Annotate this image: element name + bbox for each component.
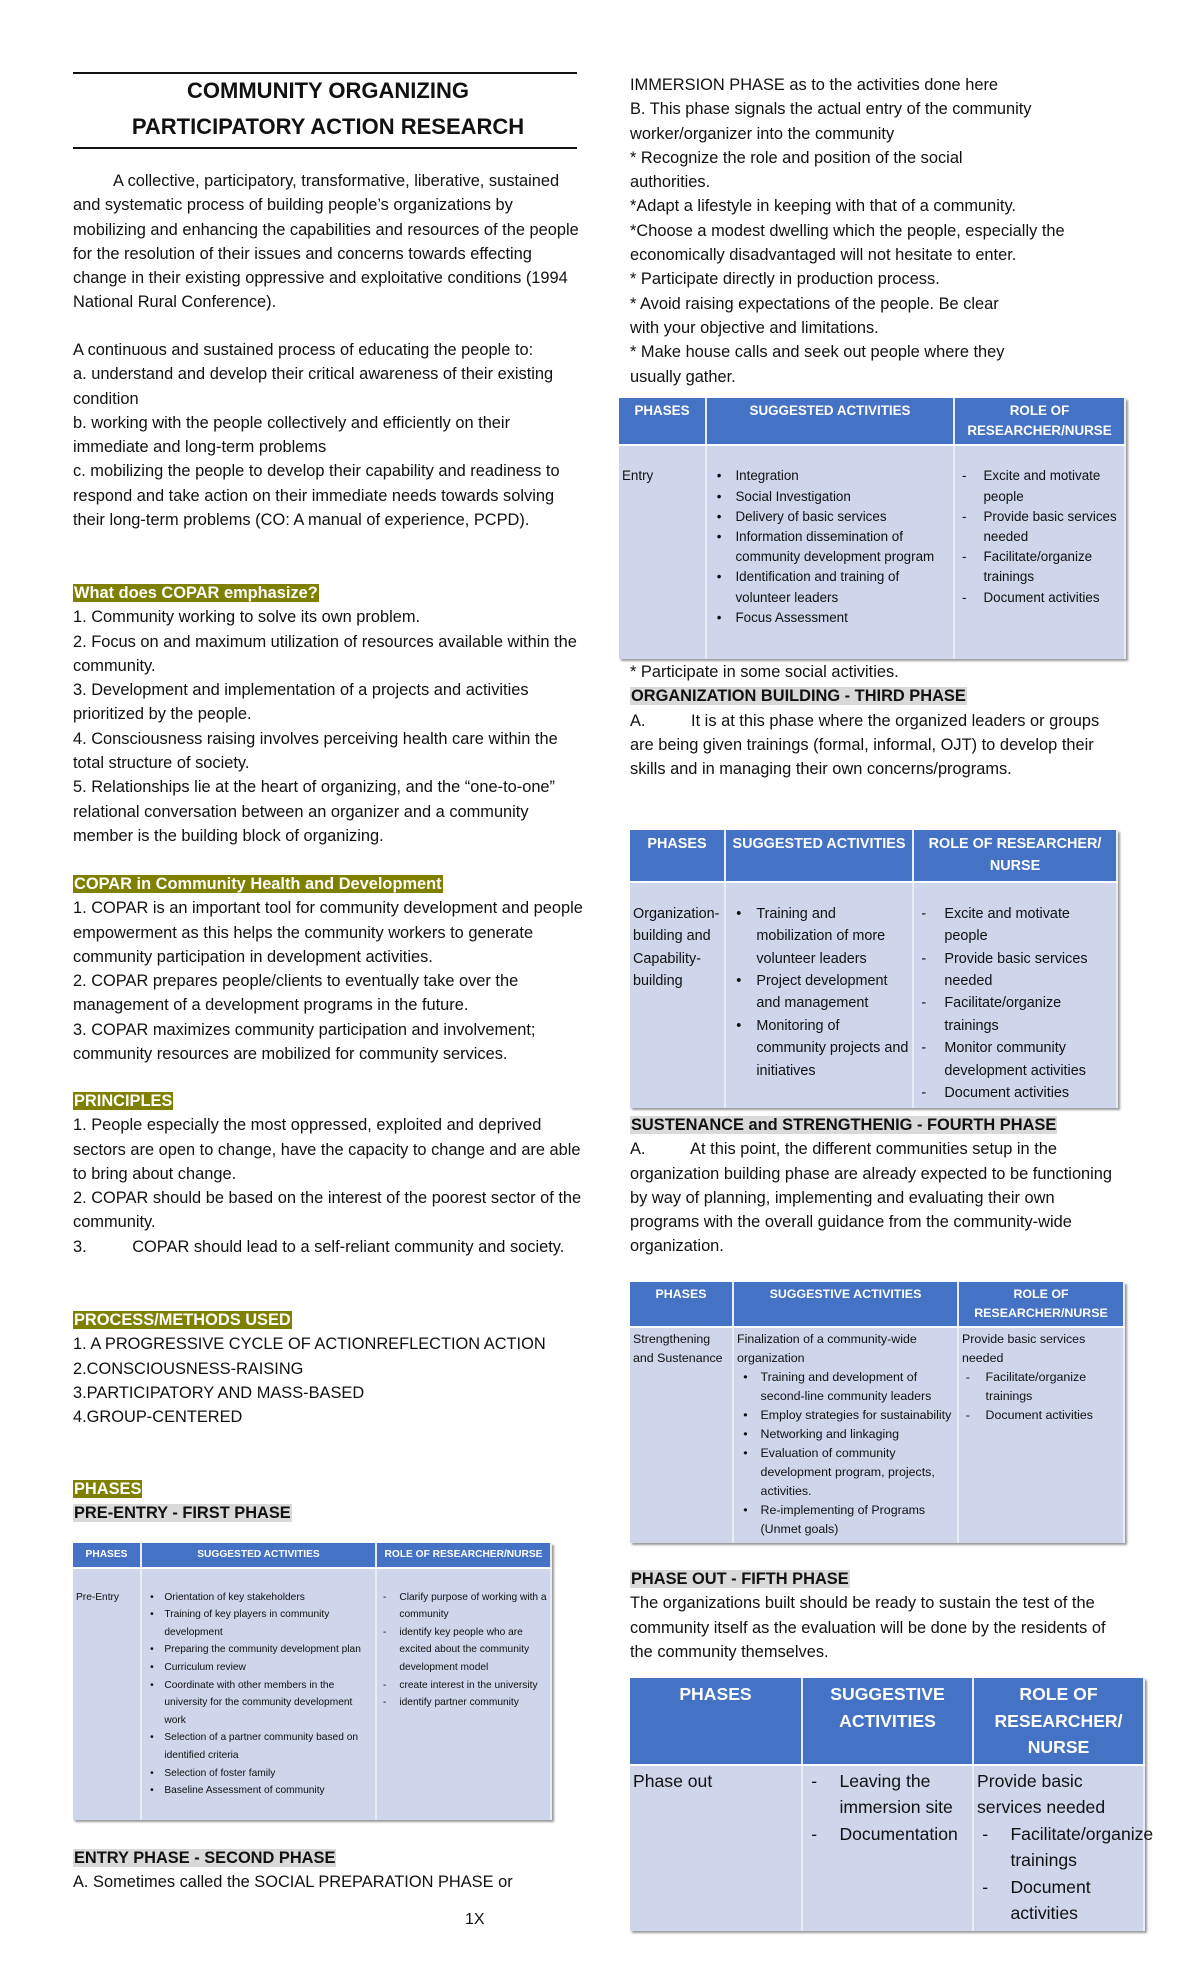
role-item-list <box>958 466 1121 607</box>
phase-cell: Organization-building and Capability-building <box>630 882 725 1109</box>
phase-out-table <box>630 1678 1154 1931</box>
activity-item: • Coordinate with other members in the university for the community development work <box>145 1677 372 1730</box>
role-item: - Document activities <box>917 1082 1113 1104</box>
list-item: 3. COPAR maximizes community participation and involvement; community resources are mobilized for community services. <box>73 1020 536 1064</box>
role-item-list <box>977 1821 1154 1927</box>
activity-item: • Baseline Assessment of community <box>145 1782 372 1800</box>
activities-cell <box>706 445 954 659</box>
activity-item-list <box>737 1368 954 1539</box>
phase-heading: PRE-ENTRY - FIRST PHASE <box>74 1504 291 1523</box>
list-item: 2. Focus on and maximum utilization of resources available within the community. <box>73 632 577 675</box>
role-item: - Provide basic services needed <box>917 948 1113 993</box>
process-section <box>73 1308 588 1429</box>
activities-cell <box>733 1327 958 1543</box>
column-header: ROLE OF RESEARCHER/NURSE <box>376 1543 551 1568</box>
text-line: IMMERSION PHASE as to the activities done here <box>630 76 999 94</box>
text-line: A. It is at this phase where the organized leaders or groups are being given trainings (formal, informal, OJT) to develop their skills and in managing their own concerns/programs. <box>630 711 1104 779</box>
list-item: 3. COPAR should lead to a self-reliant community and society. <box>73 1237 565 1256</box>
column-header: SUGGESTIVE ACTIVITIES <box>802 1678 973 1765</box>
text-line: The organizations built should be ready to sustain the test of the community itself as the evaluation will be done by the residents of the community themselves. <box>630 1594 1106 1661</box>
principles-section <box>73 1089 588 1259</box>
entry-text-section <box>630 73 1124 389</box>
title-line-2: PARTICIPATORY ACTION RESEARCH <box>131 114 525 139</box>
column-header: PHASES <box>630 830 725 882</box>
roles-cell <box>954 445 1125 659</box>
list-item: 5. Relationships lie at the heart of organizing, and the “one-to-one” relational conversation between an organizer and a community member is the building block of organizing. <box>73 778 556 845</box>
phase-heading: ORGANIZATION BUILDING - THIRD PHASE <box>631 687 966 706</box>
list-item: 2. COPAR should be based on the interest of the poorest sector of the community. <box>73 1189 582 1232</box>
entry-phase-section <box>73 1846 588 1895</box>
table-row <box>630 882 1117 1109</box>
intro-paragraph <box>73 169 585 315</box>
text-line: * Make house calls and seek out people where they usually gather. <box>630 343 1005 386</box>
activity-item: • Identification and training of volunteer leaders <box>710 567 950 607</box>
section-heading: What does COPAR emphasize? <box>74 584 318 602</box>
role-item: - Monitor community development activities <box>917 1037 1113 1082</box>
text-line: * Recognize the role and position of the social authorities. <box>630 148 963 192</box>
text-line: a. understand and develop their critical awareness of their existing condition <box>73 365 554 408</box>
activities-intro: Finalization of a community-wide organization <box>737 1332 917 1365</box>
table-header-row <box>630 1678 1144 1765</box>
title-rule-bottom <box>73 147 577 149</box>
role-item: - identify key people who are excited about the community development model <box>380 1624 547 1677</box>
column-header: SUGGESTED ACTIVITIES <box>706 398 954 445</box>
phases-section <box>73 1477 588 1526</box>
text-line: *Adapt a lifestyle in keeping with that of a community. <box>630 197 1016 216</box>
column-header: ROLE OF RESEARCHER/NURSE <box>954 398 1125 445</box>
pre-entry-table <box>73 1543 552 1820</box>
role-item: - identify partner community <box>380 1694 547 1712</box>
list-item: 2. COPAR prepares people/clients to eventually take over the management of a development programs in the future. <box>73 972 519 1015</box>
activity-item: • Curriculum review <box>145 1659 372 1677</box>
page-title <box>73 73 583 145</box>
column-header: ROLE OF RESEARCHER/NURSE <box>958 1282 1124 1327</box>
phase-heading: ENTRY PHASE - SECOND PHASE <box>74 1849 336 1867</box>
phase-cell: Pre-Entry <box>73 1568 141 1820</box>
phase-out-section <box>630 1567 1124 1664</box>
activity-item: • Orientation of key stakeholders <box>145 1589 372 1607</box>
list-item: 1. Community working to solve its own problem. <box>73 608 421 627</box>
activity-item: • Project development and management <box>729 970 909 1015</box>
column-header: PHASES <box>73 1543 141 1568</box>
role-item: - Facilitate/organize trainings <box>958 547 1121 587</box>
activity-item: • Selection of a partner community based on identified criteria <box>145 1729 372 1764</box>
section-heading: PRINCIPLES <box>74 1092 173 1110</box>
phase-heading: PHASE OUT - FIFTH PHASE <box>631 1570 849 1588</box>
activity-item: • Training and mobilization of more volunteer leaders <box>729 903 909 970</box>
table-row <box>630 1765 1144 1931</box>
list-item: 1. People especially the most oppressed, exploited and deprived sectors are open to change, have the capacity to change and are able to bring about change. <box>73 1116 581 1183</box>
text-line: A continuous and sustained process of educating the people to: <box>73 341 534 359</box>
activity-item: • Training and development of second-line community leaders <box>737 1368 954 1406</box>
phase-heading: SUSTENANCE and STRENGTHENIG - FOURTH PHASE <box>631 1116 1057 1134</box>
text-line: * Participate in some social activities. <box>630 663 899 681</box>
list-item: 3.PARTICIPATORY AND MASS-BASED <box>73 1383 365 1402</box>
table-row <box>630 1327 1124 1543</box>
sustenance-section <box>630 1113 1124 1259</box>
table-header-row <box>619 398 1125 445</box>
column-header: PHASES <box>630 1678 802 1765</box>
phase-cell: Phase out <box>630 1765 802 1931</box>
activity-item: • Employ strategies for sustainability <box>737 1406 954 1425</box>
activities-cell <box>802 1765 973 1931</box>
section-heading: COPAR in Community Health and Development <box>74 875 442 893</box>
phase-cell: Strengthening and Sustenance <box>630 1327 733 1543</box>
activity-item: • Social Investigation <box>710 487 950 507</box>
phase-cell: Entry <box>619 445 706 659</box>
role-item-list <box>380 1589 547 1712</box>
list-item: 3. Development and implementation of a projects and activities prioritized by the people. <box>73 681 529 724</box>
roles-intro: Provide basic services needed <box>962 1332 1086 1365</box>
emphasize-section <box>73 581 588 848</box>
role-item: - Facilitate/organize trainings <box>917 992 1113 1037</box>
intro-text: A collective, participatory, transformative, liberative, sustained and systematic process of building people’s organizations by mobilizing and enhancing the capabilities and resources of the people for the resolution of their issues and concerns towards effecting change in their existing oppressive and exploitative conditions (1994 National Rural Conference). <box>73 172 579 312</box>
activity-item: • Training of key players in community development <box>145 1606 372 1641</box>
org-building-section <box>630 660 1124 781</box>
text-line: A. At this point, the different communities setup in the organization building phase are already expected to be functioning by way of planning, implementing and evaluating their own programs with the overall guidance from the community-wide organization. <box>630 1140 1117 1256</box>
activities-cell <box>141 1568 376 1820</box>
column-header: ROLE OF RESEARCHER/ NURSE <box>913 830 1117 882</box>
activity-item: • Re-implementing of Programs (Unmet goals) <box>737 1501 954 1539</box>
title-line-1: COMMUNITY ORGANIZING <box>187 78 469 103</box>
role-item: - Clarify purpose of working with a community <box>380 1589 547 1624</box>
activity-item: • Selection of foster family <box>145 1765 372 1783</box>
text-line: * Participate directly in production process. <box>630 270 940 289</box>
activity-item: • Integration <box>710 466 950 486</box>
activity-item: - Documentation <box>806 1821 969 1848</box>
role-item: - Excite and motivate people <box>958 466 1121 506</box>
column-header: SUGGESTED ACTIVITIES <box>725 830 913 882</box>
text-line: * Avoid raising expectations of the people. Be clear with your objective and limitations. <box>630 294 999 337</box>
column-header: SUGGESTIVE ACTIVITIES <box>733 1282 958 1327</box>
role-item: - Document activities <box>958 588 1121 608</box>
activity-item: • Monitoring of community projects and initiatives <box>729 1015 909 1082</box>
text-line: c. mobilizing the people to develop their capability and readiness to respond and take action on their immediate needs towards solving their long-term problems (CO: A manual of experience, PCPD). <box>73 462 560 530</box>
role-item: - Document activities <box>962 1406 1120 1425</box>
list-item: 1. A PROGRESSIVE CYCLE OF ACTIONREFLECTION ACTION <box>73 1335 546 1354</box>
roles-cell <box>913 882 1117 1109</box>
roles-cell <box>376 1568 551 1820</box>
activity-item-list <box>729 903 909 1082</box>
section-heading: PHASES <box>74 1480 142 1498</box>
activity-item: • Evaluation of community development program, projects, activities. <box>737 1444 954 1501</box>
text-line: b. working with the people collectively and efficiently on their immediate and long-term problems <box>73 413 511 457</box>
role-item: - Excite and motivate people <box>917 903 1113 948</box>
role-item: - Provide basic services needed <box>958 507 1121 547</box>
column-header: SUGGESTED ACTIVITIES <box>141 1543 376 1568</box>
text-line: A. Sometimes called the SOCIAL PREPARATION PHASE or <box>73 1873 513 1892</box>
entry-table <box>619 398 1126 659</box>
activity-item: • Focus Assessment <box>710 608 950 628</box>
table-header-row <box>630 1282 1124 1327</box>
activities-cell <box>725 882 913 1109</box>
column-header: PHASES <box>619 398 706 445</box>
activity-item: • Delivery of basic services <box>710 507 950 527</box>
roles-cell <box>973 1765 1154 1931</box>
section-heading: PROCESS/METHODS USED <box>74 1311 291 1329</box>
list-item: 4. Consciousness raising involves perceiving health care within the total structure of society. <box>73 729 558 773</box>
list-item: 2.CONSCIOUSNESS-RAISING <box>73 1359 304 1378</box>
text-line: B. This phase signals the actual entry of the community worker/organizer into the community <box>630 100 1032 143</box>
activity-item-list <box>710 466 950 628</box>
table-header-row <box>630 830 1117 882</box>
role-item-list <box>917 903 1113 1105</box>
continuous-section <box>73 338 588 532</box>
column-header: ROLE OF RESEARCHER/ NURSE <box>973 1678 1144 1765</box>
sustenance-table <box>630 1282 1125 1543</box>
activity-item-list <box>806 1768 969 1848</box>
activity-item: - Leaving the immersion site <box>806 1768 969 1821</box>
activity-item: • Networking and linkaging <box>737 1425 954 1444</box>
table-row <box>73 1568 551 1820</box>
table-row <box>619 445 1125 659</box>
roles-intro: Provide basic services needed <box>977 1770 1106 1817</box>
role-item: - Facilitate/organize trainings <box>962 1368 1120 1406</box>
activity-item: • Preparing the community development plan <box>145 1641 372 1659</box>
role-item: - create interest in the university <box>380 1677 547 1695</box>
column-header: PHASES <box>630 1282 733 1327</box>
health-section <box>73 872 588 1066</box>
table-header-row <box>73 1543 551 1568</box>
role-item: - Document activities <box>977 1874 1140 1927</box>
list-item: 1. COPAR is an important tool for community development and people empowerment as this helps the community workers to generate community participation in development activities. <box>73 899 583 966</box>
list-item: 4.GROUP-CENTERED <box>73 1408 243 1427</box>
text-line: *Choose a modest dwelling which the people, especially the economically disadvantaged will not hesitate to enter. <box>630 221 1065 265</box>
activity-item-list <box>145 1589 372 1800</box>
roles-cell <box>958 1327 1124 1543</box>
page-number: 1X <box>465 1911 485 1928</box>
role-item-list <box>962 1368 1120 1425</box>
activity-item: • Information dissemination of community development program <box>710 527 950 567</box>
org-building-table <box>630 830 1118 1108</box>
role-item: - Facilitate/organize trainings <box>977 1821 1140 1874</box>
